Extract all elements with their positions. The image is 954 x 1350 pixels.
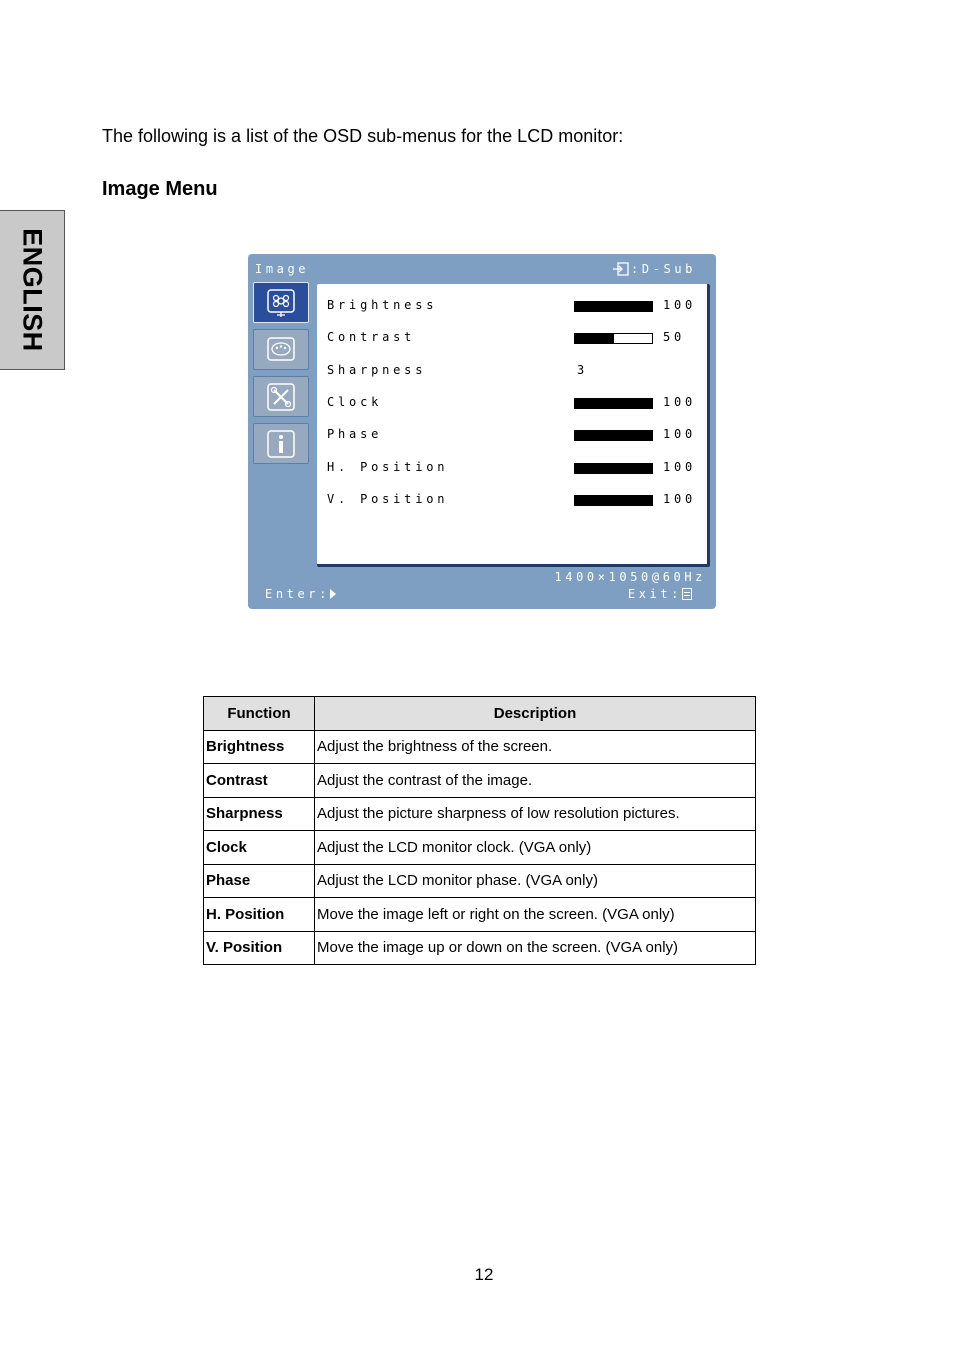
enter-arrow-icon — [330, 589, 336, 599]
osd-item-level-fill — [575, 464, 652, 473]
osd-item-level-bar[interactable] — [574, 398, 653, 409]
osd-item-level-bar[interactable] — [574, 301, 653, 312]
osd-item-value: 3 — [577, 362, 589, 377]
table-row — [204, 831, 756, 865]
header-description: Description — [315, 697, 756, 731]
table-header-row — [204, 697, 756, 731]
osd-image-tab[interactable] — [253, 282, 309, 323]
color-palette-icon — [266, 335, 296, 365]
description-cell: Adjust the LCD monitor phase. (VGA only) — [315, 864, 756, 898]
osd-resolution: 1400×1050@60Hz — [554, 570, 706, 584]
osd-item-label: Phase — [327, 427, 383, 442]
table-row — [204, 931, 756, 965]
description-cell: Move the image up or down on the screen. (VGA only) — [315, 931, 756, 965]
osd-source-label: :D-Sub — [631, 262, 696, 276]
osd-enter-label: Enter: — [265, 587, 330, 601]
osd-item-value: 100 — [663, 459, 697, 474]
language-tab — [0, 210, 65, 370]
osd-sidebar — [253, 282, 311, 470]
osd-info-tab[interactable] — [253, 423, 309, 464]
osd-item-value: 100 — [663, 394, 697, 409]
osd-menu-item[interactable] — [327, 427, 697, 443]
osd-color-tab[interactable] — [253, 329, 309, 370]
description-cell: Adjust the picture sharpness of low resolution pictures. — [315, 797, 756, 831]
osd-item-level-fill — [575, 496, 652, 505]
intro-text: The following is a list of the OSD sub-menus for the LCD monitor: — [102, 126, 624, 146]
osd-exit-hint — [628, 587, 692, 601]
osd-menu-item[interactable] — [327, 363, 697, 379]
function-cell: Contrast — [204, 764, 315, 798]
osd-item-value: 50 — [663, 330, 686, 345]
osd-item-label: Contrast — [327, 330, 416, 345]
section-title: Image Menu — [102, 178, 218, 200]
image-icon — [266, 288, 296, 318]
osd-item-level-bar[interactable] — [574, 463, 653, 474]
osd-item-value: 100 — [663, 491, 697, 506]
osd-item-label: Sharpness — [327, 362, 427, 377]
table-row — [204, 797, 756, 831]
osd-menu-item[interactable] — [327, 298, 697, 314]
osd-tools-tab[interactable] — [253, 376, 309, 417]
language-tab-label: ENGLISH — [17, 228, 48, 352]
function-table — [203, 696, 756, 965]
function-cell: V. Position — [204, 931, 315, 965]
osd-enter-hint — [265, 587, 336, 601]
osd-panel — [248, 254, 716, 609]
osd-item-level-bar[interactable] — [574, 333, 653, 344]
description-cell: Adjust the brightness of the screen. — [315, 730, 756, 764]
osd-item-level-fill — [575, 302, 652, 311]
function-cell: H. Position — [204, 898, 315, 932]
function-cell: Phase — [204, 864, 315, 898]
osd-title: Image — [255, 262, 310, 276]
osd-source — [613, 262, 696, 276]
table-row — [204, 764, 756, 798]
osd-item-level-bar[interactable] — [574, 495, 653, 506]
osd-item-label: V. Position — [327, 491, 449, 506]
info-icon — [266, 429, 296, 459]
description-cell: Adjust the LCD monitor clock. (VGA only) — [315, 831, 756, 865]
osd-item-value: 100 — [663, 427, 697, 442]
table-row — [204, 730, 756, 764]
osd-item-label: Brightness — [327, 298, 438, 312]
osd-menu-item[interactable] — [327, 330, 697, 346]
osd-item-label: Clock — [327, 394, 383, 409]
osd-item-level-fill — [575, 334, 614, 343]
osd-menu-item[interactable] — [327, 492, 697, 508]
description-cell: Adjust the contrast of the image. — [315, 764, 756, 798]
osd-menu-item[interactable] — [327, 460, 697, 476]
osd-item-level-fill — [575, 431, 652, 440]
table-row — [204, 864, 756, 898]
menu-icon — [682, 588, 692, 600]
osd-item-level-bar[interactable] — [574, 430, 653, 441]
input-source-icon — [613, 262, 629, 276]
osd-item-level-fill — [575, 399, 652, 408]
osd-item-value: 100 — [663, 298, 697, 312]
osd-item-label: H. Position — [327, 459, 449, 474]
osd-content — [317, 284, 710, 567]
table-row — [204, 898, 756, 932]
function-cell: Clock — [204, 831, 315, 865]
description-cell: Move the image left or right on the screen. (VGA only) — [315, 898, 756, 932]
tools-icon — [266, 382, 296, 412]
osd-menu-item[interactable] — [327, 395, 697, 411]
function-cell: Brightness — [204, 730, 315, 764]
header-function: Function — [204, 697, 315, 731]
osd-exit-label: Exit: — [627, 587, 682, 601]
page-number: 12 — [474, 1265, 494, 1284]
function-cell: Sharpness — [204, 797, 315, 831]
